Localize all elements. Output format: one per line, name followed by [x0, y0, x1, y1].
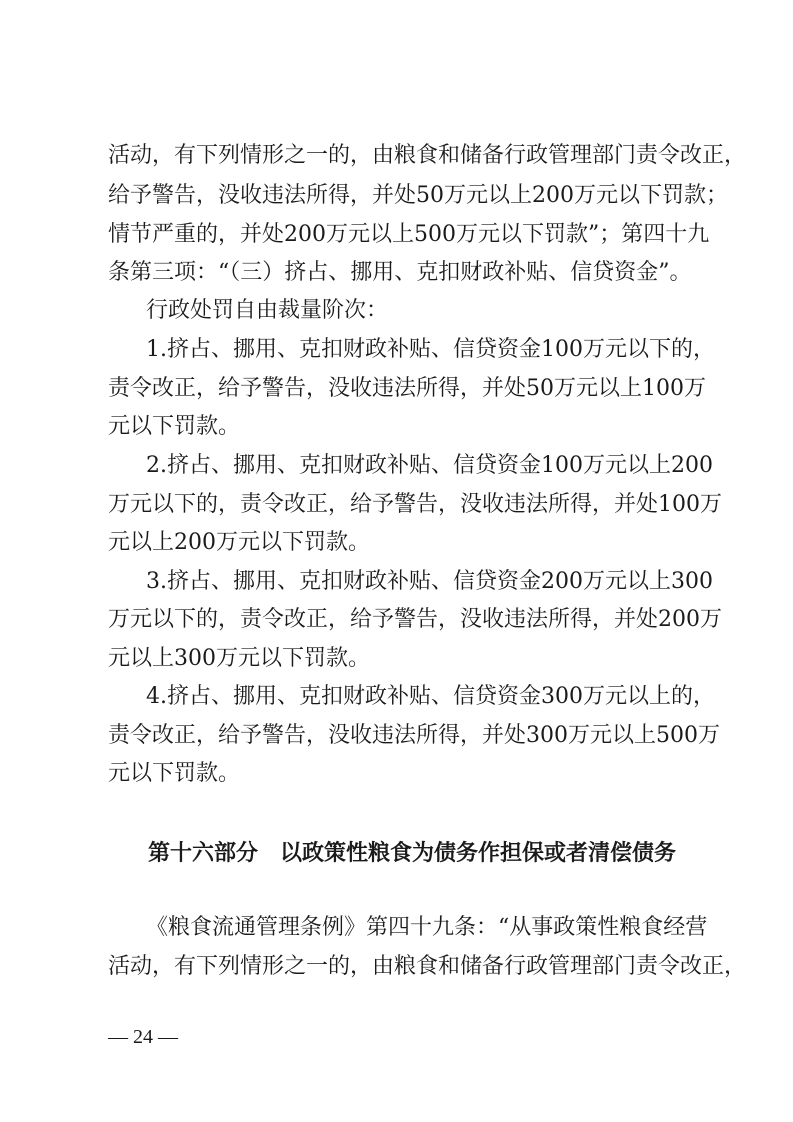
section-body-line: 活动，有下列情形之一的，由粮食和储备行政管理部门责令改正， [108, 954, 747, 979]
body-line: 元以下罚款。 [108, 761, 241, 786]
body-line: 给予警告，没收违法所得，并处50万元以上200万元以下罚款； [108, 183, 728, 208]
body-line: 元以上300万元以下罚款。 [108, 646, 370, 671]
body-line: 万元以下的，责令改正，给予警告，没收违法所得，并处200万 [108, 607, 722, 632]
body-line: 行政处罚自由裁量阶次： [146, 298, 389, 323]
page-number: — 24 — [108, 1026, 178, 1048]
body-line: 1.挤占、挪用、克扣财政补贴、信贷资金100万元以下的， [146, 337, 715, 362]
body-line: 元以下罚款。 [108, 414, 241, 439]
body-line: 2.挤占、挪用、克扣财政补贴、信贷资金100万元以上200 [146, 453, 713, 478]
body-line: 责令改正，给予警告，没收违法所得，并处50万元以上100万 [108, 376, 706, 401]
body-line: 元以上200万元以下罚款。 [108, 530, 370, 555]
body-line: 条第三项：“（三）挤占、挪用、克扣财政补贴、信贷资金”。 [108, 260, 692, 285]
body-line: 活动，有下列情形之一的，由粮食和储备行政管理部门责令改正， [108, 143, 747, 168]
section-heading: 第十六部分 以政策性粮食为债务作担保或者清偿债务 [148, 841, 677, 866]
body-line: 3.挤占、挪用、克扣财政补贴、信贷资金200万元以上300 [146, 569, 713, 594]
body-line: 4.挤占、挪用、克扣财政补贴、信贷资金300万元以上的， [146, 684, 715, 709]
body-line: 情节严重的，并处200万元以上500万元以下罚款”；第四十九 [108, 222, 710, 247]
body-line: 万元以下的，责令改正，给予警告，没收违法所得，并处100万 [108, 492, 722, 517]
body-line: 责令改正，给予警告，没收违法所得，并处300万元以上500万 [108, 723, 720, 748]
section-body-line: 《粮食流通管理条例》第四十九条：“从事政策性粮食经营 [146, 915, 708, 940]
